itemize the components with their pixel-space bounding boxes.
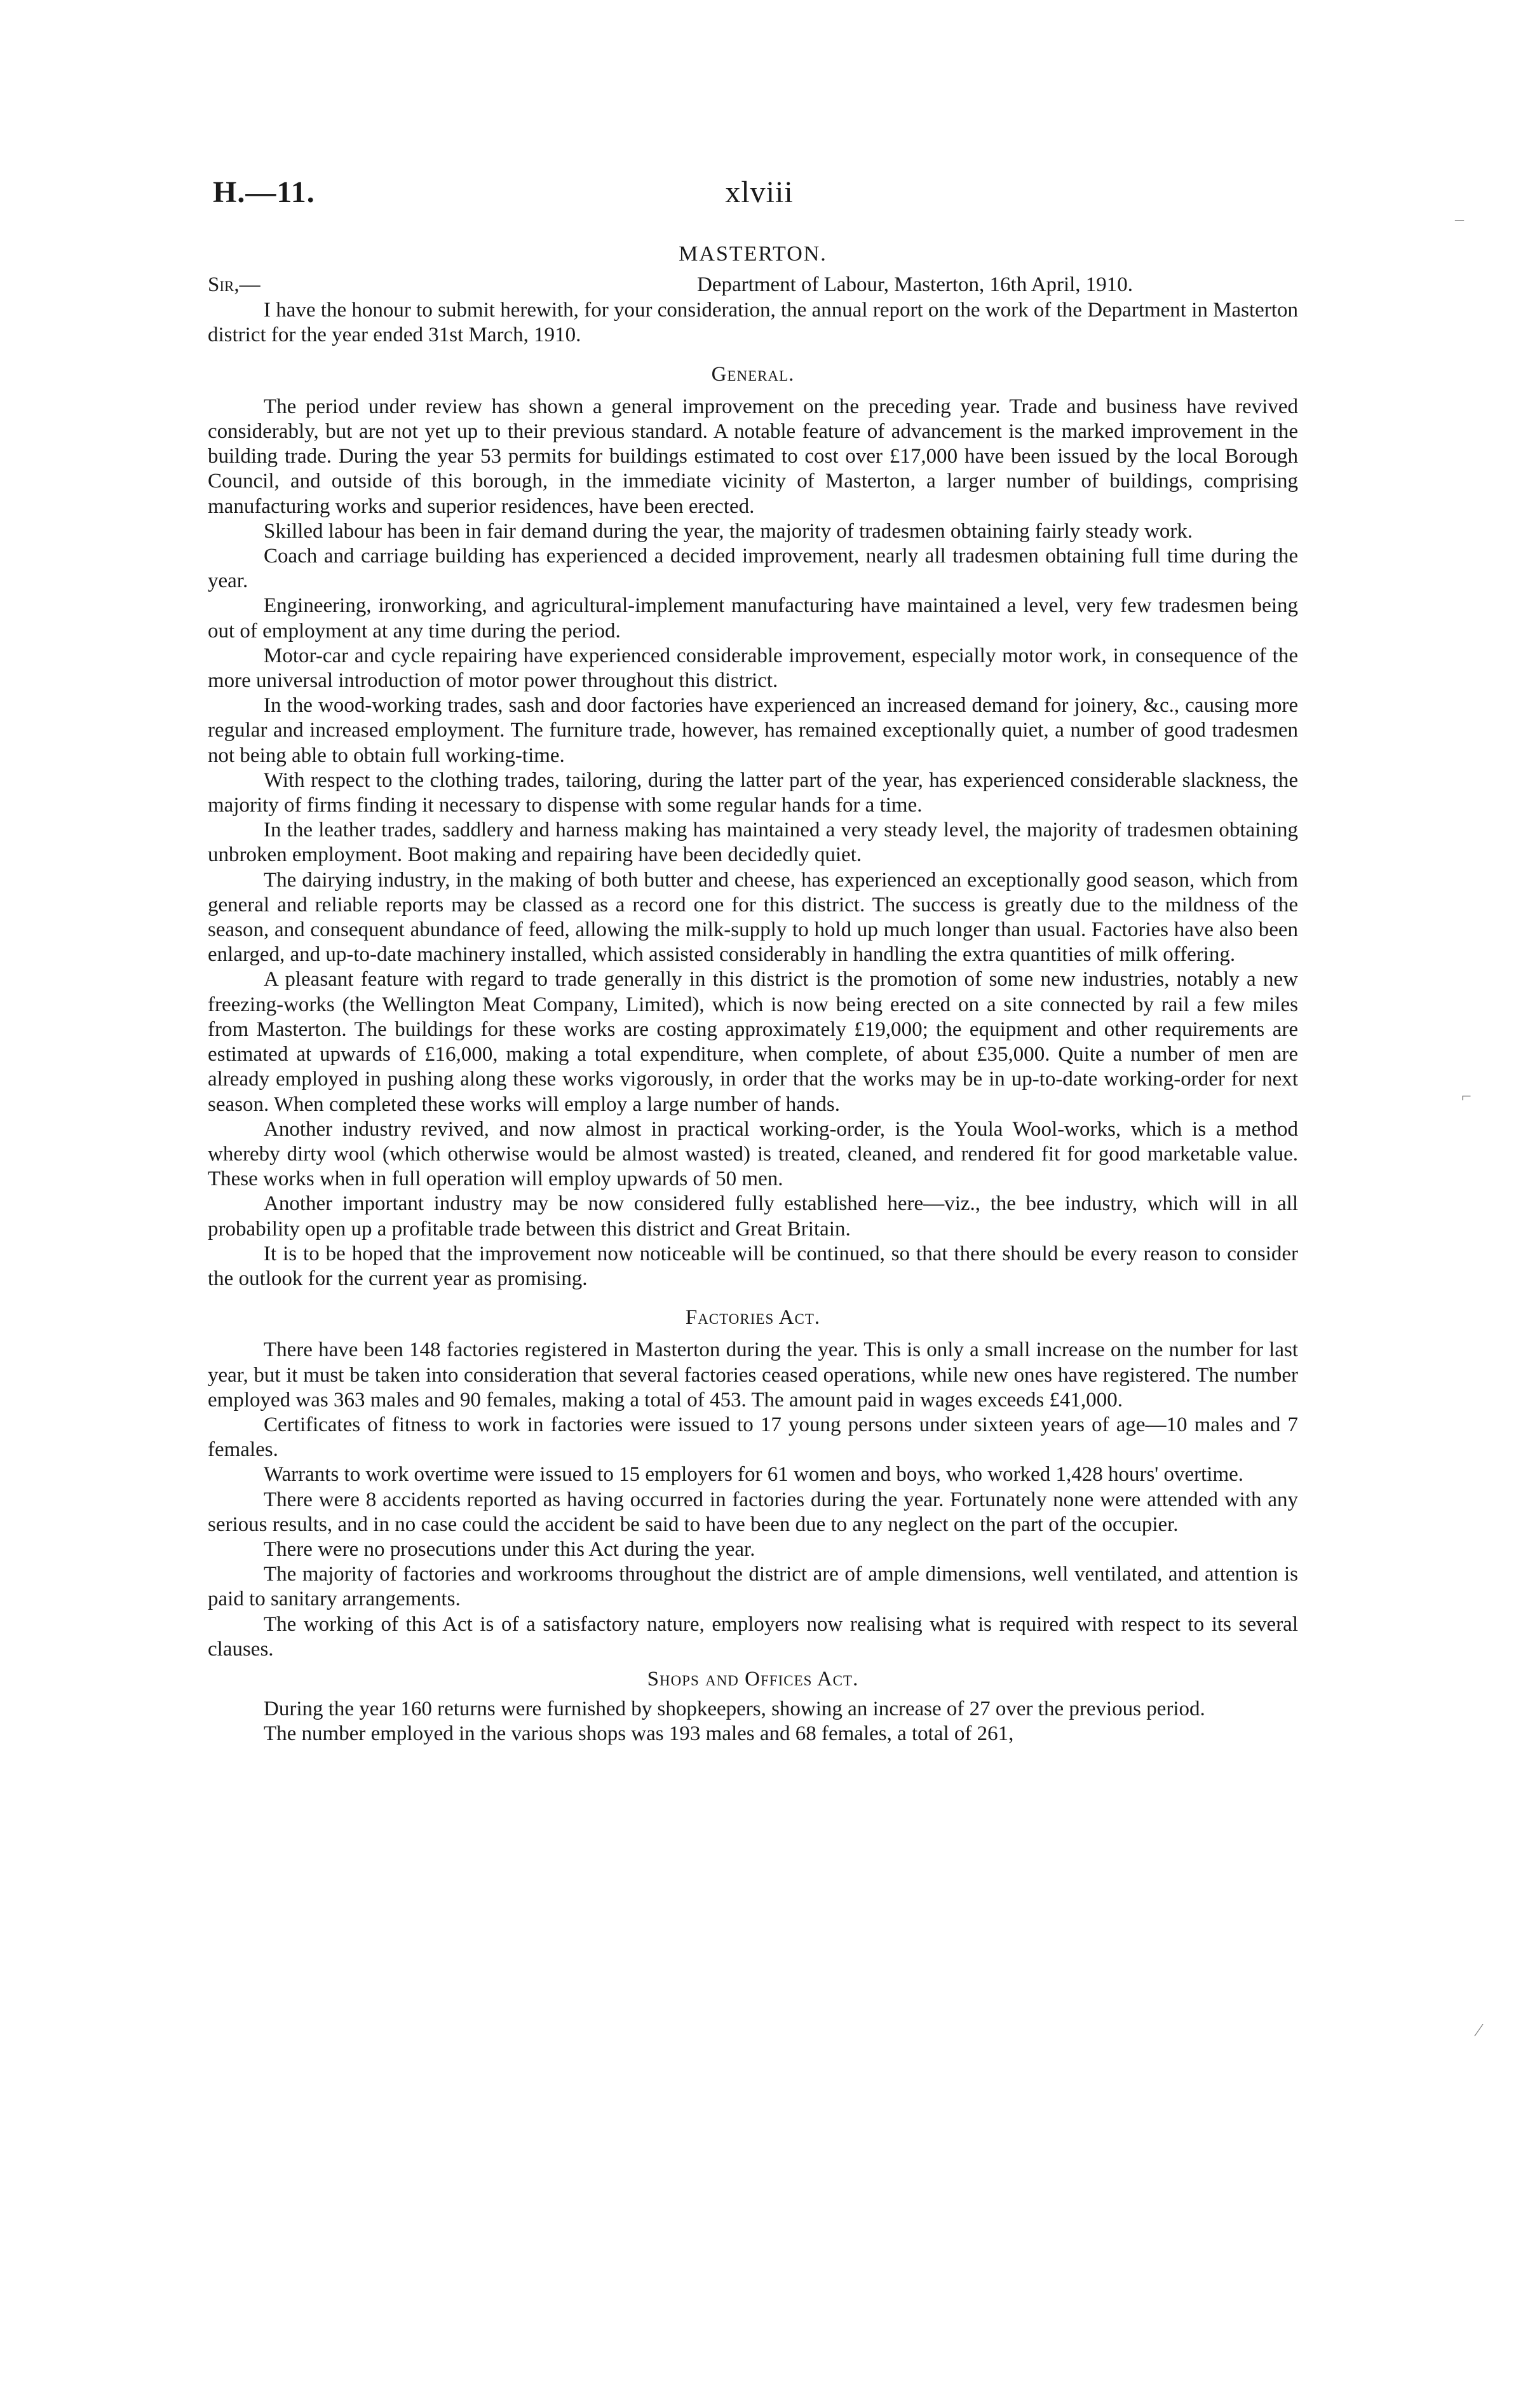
margin-mark: ⁄ bbox=[1477, 2021, 1480, 2041]
paragraph: Motor-car and cycle repairing have experienced considerable improvement, especially motor work, in consequence of the more universal introduction of motor power throughout this district. bbox=[208, 644, 1298, 693]
paragraph: Engineering, ironworking, and agricultural-implement manufacturing have maintained a level, very few tradesmen being out of employment at any time during the period. bbox=[208, 594, 1298, 643]
paragraph: During the year 160 returns were furnished by shopkeepers, showing an increase of 27 over the previous period. bbox=[264, 1697, 1205, 1721]
paragraph: It is to be hoped that the improvement now noticeable will be continued, so that there should be every reason to consider the outlook for the current year as promising. bbox=[208, 1242, 1298, 1290]
paragraph: Another industry revived, and now almost in practical working-order, is the Youla Wool-works, which is a method whereby dirty wool (which otherwise would be almost wasted) is treated, cleaned, and rendered fit for good marketable value. These works when in full operation will employ upwards of 50 men. bbox=[208, 1117, 1298, 1191]
dateline: Department of Labour, Masterton, 16th April, 1910. bbox=[697, 273, 1134, 297]
margin-mark: – bbox=[1455, 210, 1464, 229]
paragraph: In the wood-working trades, sash and door factories have experienced an increased demand for joinery, &c., causing more regular and increased employment. The furniture trade, however, has remained exceptionally quiet, a number of good tradesmen not being able to obtain full working-time. bbox=[208, 694, 1298, 767]
paragraph: Skilled labour has been in fair demand during the year, the majority of tradesmen obtaining fairly steady work. bbox=[264, 519, 1193, 543]
paragraph: There were 8 accidents reported as having occurred in factories during the year. Fortunately none were attended with any serious results, and in no case could the accident be said to have been due to any neglect on the part of the occupier. bbox=[208, 1488, 1298, 1536]
paragraph: Warrants to work overtime were issued to 15 employers for 61 women and boys, who worked 1,428 hours' overtime. bbox=[264, 1463, 1244, 1486]
intro-paragraph: I have the honour to submit herewith, for your consideration, the annual report on the work of the Department in Masterton district for the year ended 31st March, 1910. bbox=[208, 299, 1298, 347]
report-body bbox=[208, 229, 1298, 1747]
paragraph: The number employed in the various shops was 193 males and 68 females, a total of 261, bbox=[264, 1722, 1014, 1746]
report-title: MASTERTON. bbox=[679, 242, 827, 266]
page-header bbox=[213, 175, 1306, 219]
paragraph: Another important industry may be now considered fully established here—viz., the bee industry, which will in all probability open up a profitable trade between this district and Great Britain. bbox=[208, 1192, 1298, 1241]
paragraph: With respect to the clothing trades, tailoring, during the latter part of the year, has experienced considerable slackness, the majority of firms finding it necessary to dispense with some regular hands for a time. bbox=[208, 768, 1298, 817]
page-reference: H.—11. bbox=[213, 175, 315, 209]
section-heading-factories-act: Factories Act. bbox=[685, 1306, 821, 1330]
page-number: xlviii bbox=[725, 175, 794, 209]
paragraph: The majority of factories and workrooms throughout the district are of ample dimensions, well ventilated, and attention is paid to sanitary arrangements. bbox=[208, 1563, 1298, 1611]
paragraph: The period under review has shown a general improvement on the preceding year. Trade and business have revived considerably, but are not yet up to their previous standard. A notable feature of advancement is the marked improvement in the building trade. During the year 53 permits for buildings estimated to cost over £17,000 have been issued by the local Borough Council, and outside of this borough, in the immediate vicinity of Masterton, a larger number of buildings, comprising manufacturing works and superior residences, have been erected. bbox=[208, 395, 1298, 518]
paragraph: In the leather trades, saddlery and harness making has maintained a very steady level, the majority of tradesmen obtaining unbroken employment. Boot making and repairing have been decidedly quiet. bbox=[208, 819, 1298, 867]
paragraph: The working of this Act is of a satisfactory nature, employers now realising what is required with respect to its several clauses. bbox=[208, 1612, 1298, 1661]
section-heading-general: General. bbox=[711, 362, 795, 386]
paragraph: There were no prosecutions under this Act during the year. bbox=[264, 1537, 755, 1561]
margin-mark: ⌐ bbox=[1461, 1087, 1472, 1106]
paragraph: Certificates of fitness to work in factories were issued to 17 young persons under sixteen years of age—10 males and 7 females. bbox=[208, 1413, 1298, 1462]
paragraph: The dairying industry, in the making of both butter and cheese, has experienced an exceptionally good season, which from general and reliable reports may be classed as a record one for this district. The success is greatly due to the mildness of the season, and consequent abundance of feed, allowing the milk-supply to hold up much longer than usual. Factories have also been enlarged, and up-to-date machinery installed, which assisted considerably in handling the extra quantities of milk offering. bbox=[208, 868, 1298, 967]
paragraph: There have been 148 factories registered in Masterton during the year. This is only a small increase on the number for last year, but it must be taken into consideration that several factories ceased operations, while new ones have registered. The number employed was 363 males and 90 females, making a total of 453. The amount paid in wages exceeds £41,000. bbox=[208, 1338, 1298, 1411]
paragraph: Coach and carriage building has experienced a decided improvement, nearly all tradesmen obtaining full time during the year. bbox=[208, 545, 1298, 593]
paragraph: A pleasant feature with regard to trade generally in this district is the promotion of some new industries, notably a new freezing-works (the Wellington Meat Company, Limited), which is now being erected on a site connected by rail a few miles from Masterton. The buildings for these works are costing approximately £19,000; the equipment and other requirements are estimated at upwards of £16,000, making a total expenditure, when complete, of about £35,000. Quite a number of men are already employed in pushing along these works vigorously, in order that the works may be in up-to-date working-order for next season. When completed these works will employ a large number of hands. bbox=[208, 968, 1298, 1116]
salutation: Sir,— bbox=[208, 273, 261, 297]
salutation-row bbox=[208, 273, 1298, 298]
section-heading-shops-and-offices-act: Shops and Offices Act. bbox=[647, 1667, 859, 1690]
